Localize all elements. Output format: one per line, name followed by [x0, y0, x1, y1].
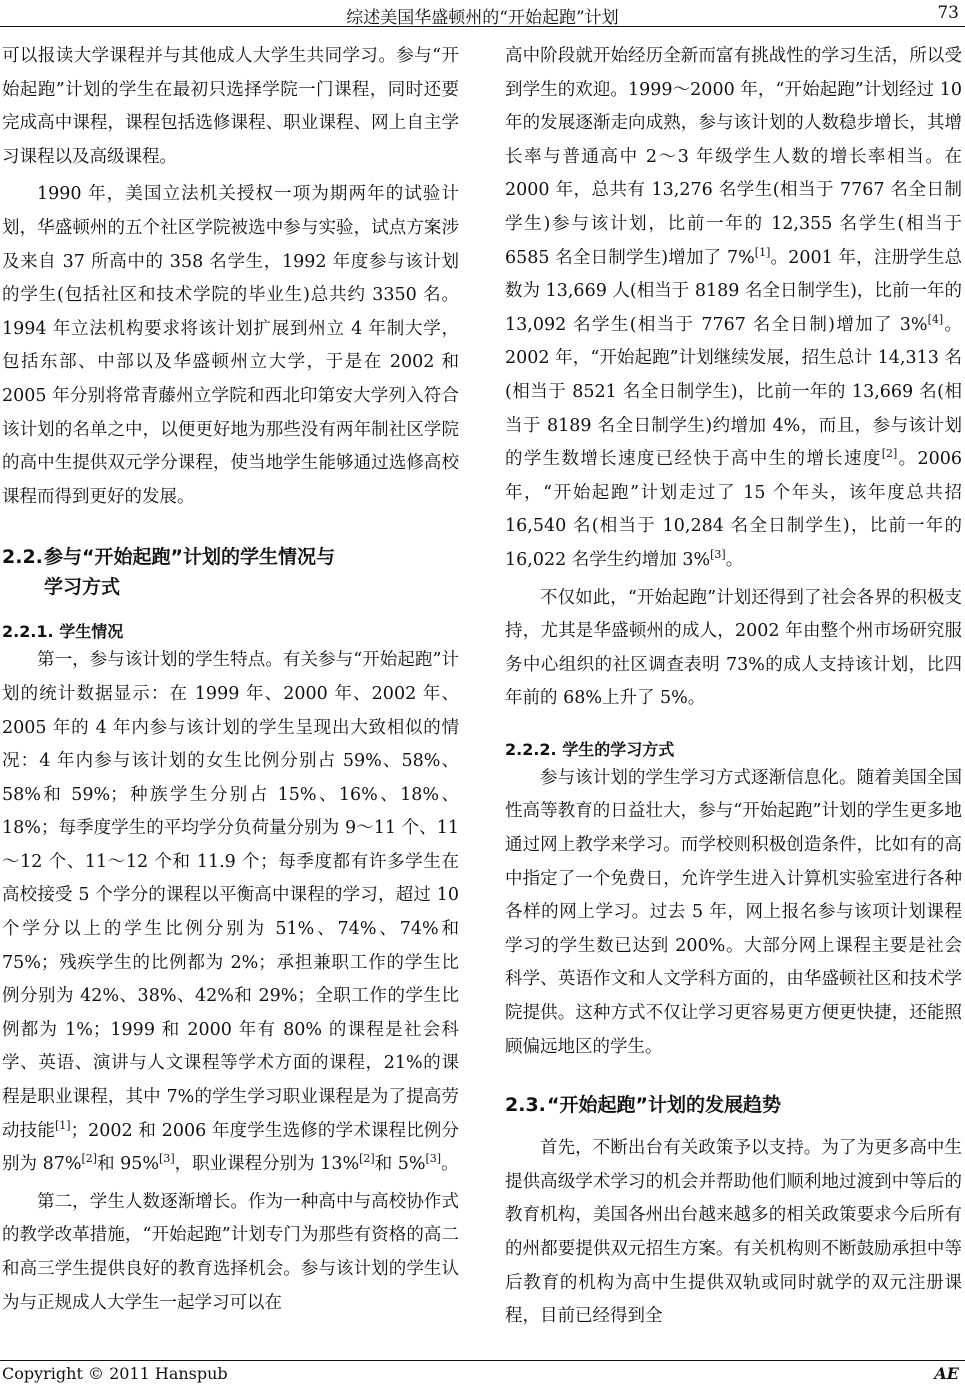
page-footer	[0, 1360, 965, 1386]
paragraph: 不仅如此，“开始起跑”计划还得到了社会各界的积极支持，尤其是华盛顿州的成人，2002 年由整个州市场研究服务中心组织的社区调查表明 73%的成人支持该计划，比四年前的 68%上升了 5%。	[505, 587, 962, 709]
section-title-line-2: 学习方式	[44, 576, 121, 599]
paragraph: 参与该计划的学生学习方式逐渐信息化。随着美国全国性高等教育的日益壮大，参与“开始起跑”计划的学生更多地通过网上教学来学习。而学校则积极创造条件，比如有的高中指定了一个免费日，允许学生进入计算机实验室进行各种各样的网上学习。过去 5 年，网上报名参与该项计划课程学习的学生数已达到 200%。大部分网上课程主要是社会科学、英语作文和人文学科方面的，由华盛顿社区和技术学院提供。这种方式不仅让学习更容易更方便更快捷，还能照顾偏远地区的学生。	[505, 767, 962, 1057]
citation[interactable]: [1]	[54, 1118, 71, 1132]
paragraph: 可以报读大学课程并与其他成人大学生共同学习。参与“开始起跑”计划的学生在最初只选择学院一门课程，同时还要完成高中课程，课程包括选修课程、职业课程、网上自主学习课程以及高级课程。	[2, 46, 459, 167]
paragraph: 首先，不断出台有关政策予以支持。为了为更多高中生提供高级学术学习的机会并帮助他们顺利地过渡到中等后的教育机构，美国各州出台越来越多的相关政策要求今后所有的州都要提供双元招生方案。有关机构则不断鼓励承担中等后教育的机构为高中生提供双轨或同时就学的双元注册课程，目前已经得到全	[505, 1138, 962, 1327]
paragraph: 第二，学生人数逐渐增长。作为一种高中与高校协作式的教学改革措施，“开始起跑”计划专门为那些有资格的高二和高三学生提供良好的教育选择机会。参与该计划的学生认为与正规成人大学生一起学习可以在	[2, 1191, 459, 1313]
citation[interactable]: [3]	[710, 548, 726, 562]
footer-rule	[0, 1360, 965, 1361]
page-number: 73	[937, 3, 959, 23]
citation[interactable]: [2]	[359, 1152, 375, 1166]
section-title-line-1: 参与“开始起跑”计划的学生情况与	[44, 546, 335, 569]
subsection-heading-2-2-2: 2.2.2. 学生的学习方式	[505, 739, 675, 759]
left-column	[2, 40, 459, 1320]
citation[interactable]: [1]	[754, 245, 771, 259]
paragraph: 高中阶段就开始经历全新而富有挑战性的学习生活，所以受到学生的欢迎。1999～2000 年，“开始起跑”计划经过 10 年的发展逐渐走向成熟，参与该计划的人数稳步增长，其增长率与普通高中 2～3 年级学生人数的增长率相当。在 2000 年，总共有 13,276 名学生(相当于 7767 名全日制学生)参与该计划，比前一年的 12,355 名学生(相当于 6585 名全日制学生)增加了 7%[1]。2001 年，注册学生总数为 13,669 人(相当于 8189 名全日制学生)，比前一年的 13,092 名学生(相当于 7767 名全日制)增加了 3%[4]。2002 年，“开始起跑”计划继续发展，招生总计 14,313 名(相当于 8521 名全日制学生)，比前一年的 13,669 名(相当于 8189 名全日制学生)约增加 4%，而且，参与该计划的学生数增长速度已经快于高中生的增长速度[2]。2006 年，“开始起跑”计划走过了 15 个年头，该年度总共招 16,540 名(相当于 10,284 名全日制学生)，比前一年的 16,022 名学生约增加 3%[3]。	[505, 46, 963, 570]
running-title: 综述美国华盛顿州的“开始起跑”计划	[346, 8, 619, 28]
right-column	[505, 40, 962, 1334]
section-heading-2-3	[505, 1090, 962, 1120]
section-heading-2-2	[2, 542, 459, 602]
paragraph: 第一，参与该计划的学生特点。有关参与“开始起跑”计划的统计数据显示：在 1999 年、2000 年、2002 年、2005 年的 4 年内参与该计划的学生呈现出大致相似的情况：4 年内参与该计划的女生比例分别占 59%、58%、58%和 59%；种族学生分别占 15%、16%、18%、18%；每季度学生的平均学分负荷量分别为 9～11 个、11～12 个、11～12 个和 11.9 个；每季度都有许多学生在高校接受 5 个学分的课程以平衡高中课程的学习，超过 10 个学分以上的学生比例分别为 51%、74%、74%和 75%；残疾学生的比例都为 2%；承担兼职工作的学生比例分别为 42%、38%、42%和 29%；全职工作的学生比例都为 1%；1999 和 2000 年有 80% 的课程是社会科学、英语、演讲与人文课程等学术方面的课程，21%的课程是职业课程，其中 7%的学生学习职业课程是为了提高劳动技能[1]；2002 和 2006 年度学生选修的学术课程比例分别为 87%[2]和 95%[3]，职业课程分别为 13%[2]和 5%[3]。	[2, 650, 460, 1175]
citation[interactable]: [2]	[81, 1152, 98, 1166]
paragraph: 1990 年，美国立法机关授权一项为期两年的试验计划，华盛顿州的五个社区学院被选中参与实验，试点方案涉及来自 37 所高中的 358 名学生，1992 年度参与该计划的学生(包括社区和技术学院的毕业生)总共约 3350 名。1994 年立法机构要求将该计划扩展到州立 4 年制大学，包括东部、中部以及华盛顿州立大学，于是在 2002 和 2005 年分别将常青藤州立学院和西北印第安大学列入符合该计划的名单之中，以便更好地为那些没有两年制社区学院的高中生提供双元学分课程，使当地学生能够通过选修高校课程而得到更好的发展。	[2, 184, 459, 507]
citation[interactable]: [2]	[881, 447, 898, 461]
subsection-heading-2-2-1: 2.2.1. 学生情况	[2, 622, 124, 642]
running-header	[0, 0, 965, 30]
section-title: “开始起跑”计划的发展趋势	[547, 1094, 781, 1117]
citation[interactable]: [3]	[159, 1152, 175, 1166]
header-rule	[0, 26, 965, 27]
section-number: 2.2.	[2, 546, 43, 569]
section-number: 2.3.	[505, 1094, 546, 1117]
journal-abbrev: AE	[934, 1364, 959, 1383]
citation[interactable]: [3]	[425, 1152, 442, 1166]
citation[interactable]: [4]	[927, 312, 944, 326]
copyright: Copyright © 2011 Hanspub	[2, 1364, 228, 1383]
